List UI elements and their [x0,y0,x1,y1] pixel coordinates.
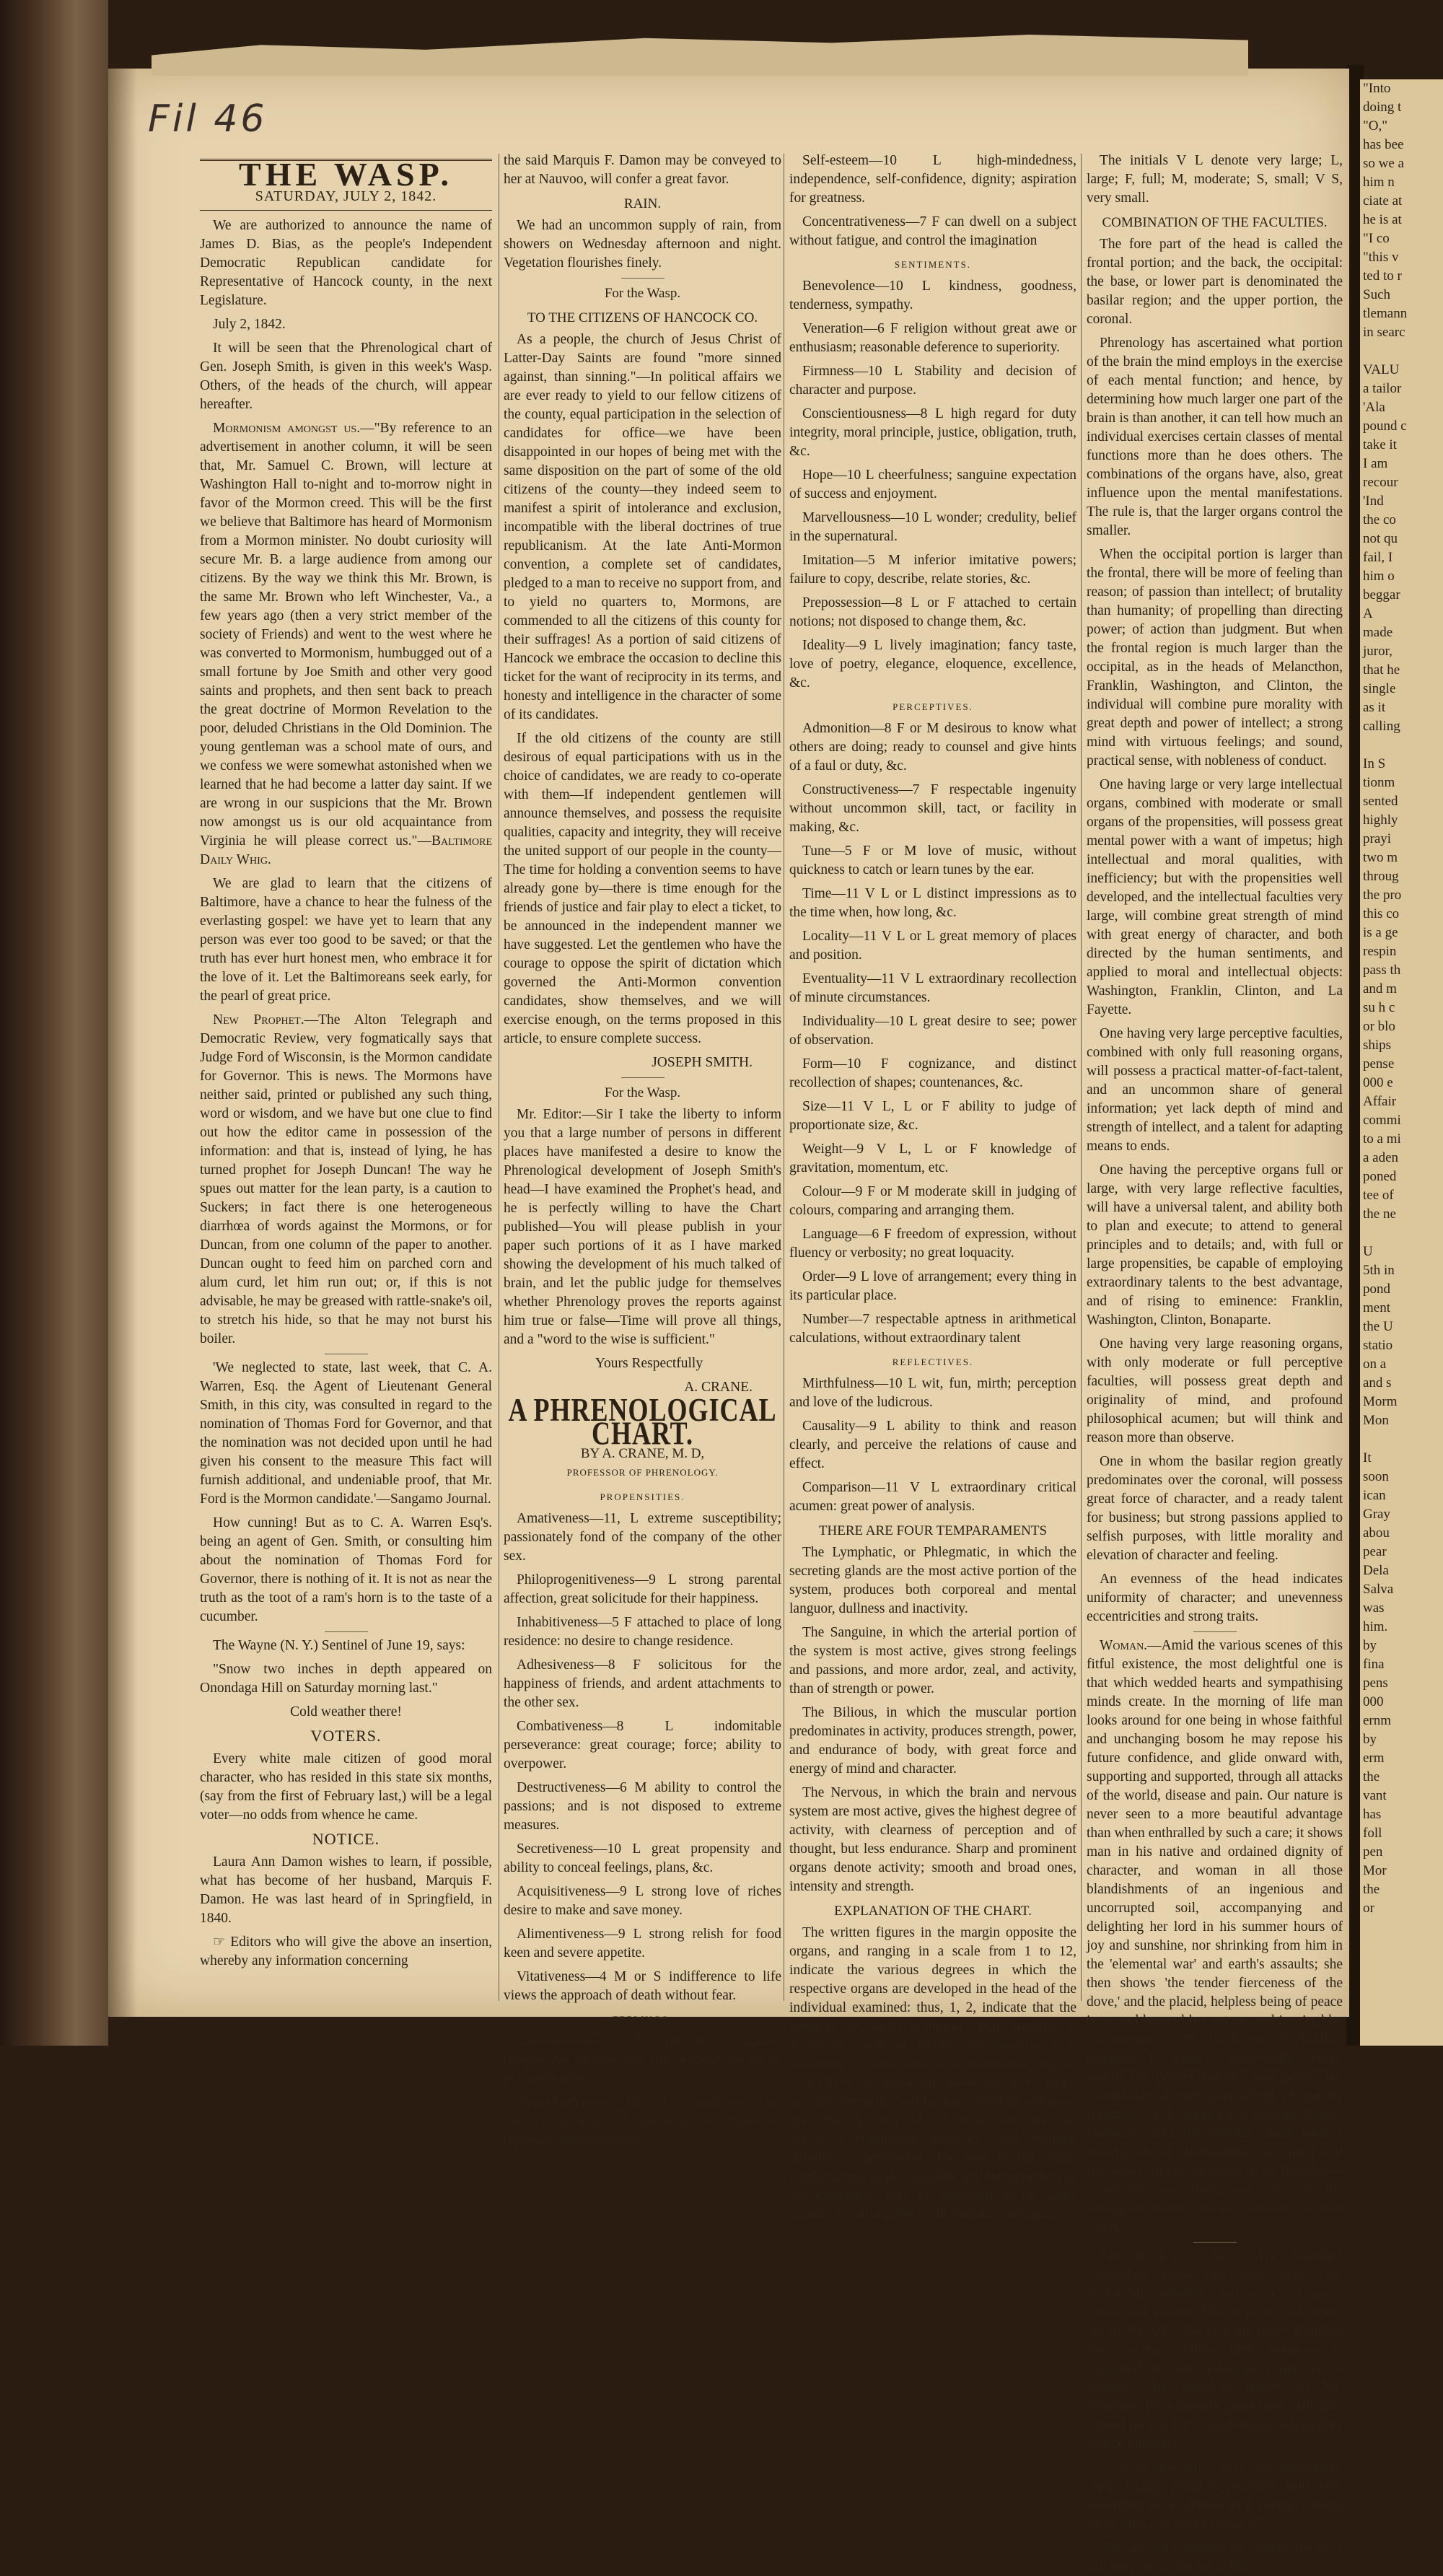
continued-text: the said Marquis F. Damon may be conveyed to her at Nauvoo, will confer a great favor. [504,153,781,187]
notice-heading: NOTICE. [312,1830,380,1848]
faculty-entry: Time—11 V L or L distinct impressions as to the time when, how long, &c. [789,886,1076,920]
article-russian-clergy [1087,2247,1343,2453]
paragraph: The Wayne (N. Y.) Sentinel of June 19, says: [213,1638,465,1653]
faculty-entry: Tune—5 F or M love of music, without quickness to catch or learn tunes by the ear. [789,844,1076,877]
article-body: —Amid the various scenes of this fitful existence, the most delightful one is that which wedded hearts and sympathising minds create. In the morning of life man looks around for one being in whose faithful and unchanging bosom he may repose his future confidence, and glide onward with, supporting and supported, through all attacks of the world, disease and pain. Our nature is never seen to a more beautiful advantage than when enthralled by such a care; it shows man in his native and ordained dignity of character, and woman in all those blandishments of an ingenious and uncorrupted soil, accompanying and delighting her lord in his summer hours of joy and sunshine, nor shrinking from him in the 'elemental war' and earth's assaults; she then shows 'the tender fierceness of the dove,' and the placid, helpless being of peace is nerved beyond her nature, and inspired by circumstance, with the feeling of Apollo's priestess. In women, confessedly, nature asserts her greater nobility and power; the disposition of men may admit of greater constancy of decision, but it is to the female character alone to embody itself with a feeling almost supernatural—to spurn and rise above all circumstance in the decision—to attempt every thing, and evince, by the daring, the beauty, and the valuation of such effort. [1087,1638,1343,2235]
signature: JOSEPH SMITH. [652,1055,753,1070]
rain-heading: RAIN. [623,196,662,211]
faculty-entry: Number—7 respectable aptness in arithmetical calculations, without extraordinary talent [789,1312,1076,1346]
separator [621,1077,665,1078]
section-heading: SENTIMENTS. [894,259,972,270]
masthead: THE WASP. [200,159,492,184]
paragraph: The initials V L denote very large; L, large; F, full; M, moderate; S, small; V S, very small. [1087,153,1343,206]
faculty-entry: Form—10 F cognizance, and distinct recollection of shapes; countenances, &c. [789,1056,1076,1090]
handwritten-note-text: Fil 46 [148,97,268,141]
separator [621,278,665,279]
article-heading: New Prophet. [213,1012,304,1028]
faculty-entry: Colour—9 F or M moderate skill in judging of colours, comparing and arranging them. [789,1184,1076,1218]
adjacent-page-fragment [1360,79,1443,2046]
faculty-entry: Benevolence—10 L kindness, goodness, tenderness, sympathy. [789,279,1076,312]
rain-body: We had an uncommon supply of rain, from showers on Wednesday afternoon and night. Vegetation flourishes finely. [504,218,781,271]
article-heading: Mormonism amongst us. [213,421,361,436]
article-source: Baltimore Daily Whig. [200,833,492,867]
voters-heading: VOTERS. [310,1727,382,1745]
faculty-entry: Firmness—10 L Stability and decision of character and purpose. [789,364,1076,398]
faculty-entry: Philoprogenitiveness—9 L strong parental affection, great solicitude for their happiness. [504,1572,781,1606]
paragraph: Phrenology has ascertained what portion of the brain the mind employs in the exercise of each mental function; and hence, by determining how much larger one part of the brain is than another, it can tell how much an individual exercises certain classes of mental functions more than he does others. The combinations of the organs have, also, great influence upon the mental manifestations. The rule is, that the larger organs control the smaller. [1087,336,1343,538]
article-new-prophet [200,1011,492,1349]
faculty-entry: Concentrativeness—7 F can dwell on a subject without fatigue, and control the imagination [789,214,1076,248]
separator [1193,2242,1237,2243]
faculty-entry: Vitativeness—4 M or S indifference to life views the approach of death without fear. [504,1969,781,2003]
book-binding [0,0,108,2046]
faculty-entry: Adhesiveness—8 F solicitous for the happiness of friends, and ardent attachments to the other sex. [504,1657,781,1710]
combination-heading: COMBINATION OF THE FACULTIES. [1102,215,1328,230]
faculty-entry: Size—11 V L, L or F ability to judge of proportionate size, &c. [789,1099,1076,1133]
spine-shadow [108,69,137,2017]
faculty-entry: Amativeness—11, L extreme susceptibility; passionately fond of the company of the other sex. [504,1511,781,1564]
paragraph: "We are only putting the father (as they call the priest) into the cellar." [1087,2540,1343,2574]
faculty-entry: Individuality—10 L great desire to see; power of observation. [789,1014,1076,1048]
article-heading: The Russian Clergy. [1100,2248,1243,2264]
faculty-entry: Mirthfulness—10 L wit, fun, mirth; perception and love of the ludicrous. [789,1376,1076,1410]
chart-title: A PHRENOLOGICAL CHART. [508,1391,777,1452]
faculty-entry: Causality—9 L ability to think and reason clearly, and perceive the relations of cause and effect. [789,1419,1076,1471]
faculty-entry: Combativeness—8 L indomitable perseverance: great courage; force; ability to overpower. [504,1719,781,1771]
dateline: SATURDAY, JULY 2, 1842. [200,187,492,211]
section-heading: PROPENSITIES. [600,1491,685,1502]
citizens-heading: TO THE CITIZENS OF HANCOCK CO. [527,310,758,325]
for-the-wasp: For the Wasp. [604,1085,681,1100]
professor-title: PROFESSOR OF PHRENOLOGY. [566,1467,719,1478]
paragraph: How cunning! But as to C. A. Warren Esq's. being an agent of Gen. Smith, or consulting him about the nomination of Thomas Ford for Governor, there is nothing of it. It is not as near the truth as the toot of a ram's horn is to the taste of a cucumber. [200,1515,492,1624]
letter: Mr. Editor:—Sir I take the liberty to inform you that a large number of persons in different places have manifested a desire to know the Phrenological development of Joseph Smith's head—I have examined the Prophet's head, and he is perfectly willing to have the Chart published—You will please publish in your paper such portions of it as I have marked showing the development of his much talked of brain, and let the public judge for themselves whether Phrenology proves the reports against him true or false—Time will prove all things, and a "word to the wise is sufficient." [504,1107,781,1347]
column-4 [1087,152,1343,2574]
for-the-wasp: For the Wasp. [604,286,681,301]
paragraph: If the old citizens of the county are still desirous of equal participations with us in the choice of candidates, we are ready to co-operate with them—If independent gentlemen will announce themselves, and possess the requisite qualities, capacity and integrity, they will receive the united support of our people in the county—The time for holding a convention seems to have already gone by—there is time enough for the friends of justice and fair play to elect a ticket, to be announced in the independent manner we have suggested. Let the gentlemen who have the courage to oppose the spirit of dictation which governed the Anti-Mormon convention candidates, show themselves, and we will exercise enough, on the terms proposed in this article, to ensure complete success. [504,731,781,1046]
faculty-entry: Veneration—6 F religion without great awe or enthusiasm; reasonable deference to superiority. [789,321,1076,355]
faculty-entry: Acquisitiveness—9 L strong love of riches desire to make and save money. [504,1884,781,1918]
temperaments-heading: THERE ARE FOUR TEMPARAMENTS [818,1523,1048,1538]
faculty-entry: Comparison—11 V L extraordinary critical acumen: great power of analysis. [789,1480,1076,1514]
paragraph: Cold weather there! [290,1704,402,1719]
faculty-entry: Weight—9 V L, L or F knowledge of gravitation, momentum, etc. [789,1142,1076,1175]
paragraph: "Passing one day," says that gentleman, "near a large group of peasants, who were assembled in the middle of a village, I asked them what was going forward." [1087,2460,1343,2531]
adjacent-page-text: "Into doing t "O," has bee so we a him n ciate at he is at "I co "this v ted to r Such tlemann in searc VALU a tailor 'Ala pound c take it I am recour 'Ind the co not qu fail, I him o beggar A made juror, that he single as it calling In S tionm sented highly prayi two m throug the pro this co is a ge respin pass th and m su h c or blo ships pense 000 e Affair commi to a mi a aden poned tee of the ne U 5th in pond ment the U statio on a and s Morm Mon It soon ican Gray abou pear Dela Salva was him. by fina pens 000 ernm by erm the vant has foll pen Mor the or [1363,81,1408,1916]
faculty-entry: Inhabitiveness—5 F attached to place of long residence: no desire to change residence. [504,1615,781,1649]
faculty-entry: Conscientiousness—8 L high regard for duty integrity, moral principle, justice, obligation, truth, &c. [789,406,1076,459]
notice-body: Laura Ann Damon wishes to learn, if possible, what has become of her husband, Marquis F. Damon. He was last heard of in Springfield, in 1840. [200,1854,492,1926]
paragraph: One having large or very large intellectual organs, combined with moderate or small organs of the propensities, will possess great mental power with a want of impetus; high intellectual and moral qualities, with inefficiency; but with the propensities well developed, and the intellectual faculties very large, will combine great strength of mind with great energy of character, and both directed by the human sentiments, and applied to moral and intellectual objects: Washington, Franklin, Clinton, and La Fayette. [1087,777,1343,1017]
section-heading: PERCEPTIVES. [892,701,973,712]
signature: A. CRANE. [684,1380,753,1395]
paragraph: When the occipital portion is larger than the frontal, there will be more of feeling than reason; of passion than intellect; of brutality than humanity; of propelling than directing power; of action than judgment. But when the frontal region is much larger than the occipital, as in the heads of Melancthon, Franklin, Washington, and Clinton, the individual will combine pure morality with great depth and power of intellect; a strong mind with virtuous feelings; and sound, practical sense, with nobleness of conduct. [1087,547,1343,768]
paragraph: As a people, the church of Jesus Christ of Latter-Day Saints are found "more sinned against, than sinning."—In political affairs we are ever ready to yield to our fellow citizens of the county, equal participation in the selection of candidates for office—we have been disappointed in our hopes of being met with the same disposition on the part of some of the old citizens of the county—they indeed seem to manifest a spirit of intolerance and exclusion, incompatible with the liberal doctrines of true republicanism. At the late Anti-Mormon convention, a complete set of candidates, pledged to a man to receive no support from, and to yield no quarters to, Mormons, are commended to all the citizens of this county for their suffrages! As a portion of said citizens of Hancock we embrace the occasion to decline this ticket for the want of reciprocity in its terms, and honesty and intelligence in the character of some of its candidates. [504,332,781,722]
byline: BY A. CRANE, M. D, [580,1446,705,1461]
faculty-entry: Approbativeness—10 L ambition for distinction; sense of character; sensibility to reproach; fear of scandal. [504,2095,781,2147]
faculty-entry: Locality—11 V L or L great memory of places and position. [789,929,1076,963]
faculty-entry: Order—9 L love of arrangement; every thing in its particular place. [789,1269,1076,1303]
temperament-entry: The Bilious, in which the muscular portion predominates in activity, produces strength, power, and endurance of body, with great force and energy of mind and character. [789,1705,1076,1777]
section-heading: REFLECTIVES. [892,1357,974,1367]
section-heading: FEELINGS. [613,2014,672,2025]
paragraph: One having very large perceptive faculties, combined with only full reasoning organs, will possess a practical matter-of-fact-talent, and an uncommon share of general information; yet lack depth of mind and strength of intellect, and a talent for adapting means to ends. [1087,1026,1343,1154]
explanation-heading: EXPLANATION OF THE CHART. [834,1903,1032,1919]
chart-notice: It will be seen that the Phrenological chart of Gen. Joseph Smith, is given in this week's Wasp. Others, of the heads of the church, will appear hereafter. [200,341,492,412]
article-woman [1087,1637,1343,2237]
temperament-entry: The Nervous, in which the brain and nervous system are most active, gives the highest degree of activity, with clearness of perception and of thought, but less endurance. Sharp and prominent organs denote activity; smooth and broad ones, intensity and strength. [789,1785,1076,1894]
article-body: —"By reference to an advertisement in another column, it will be seen that, Mr. Samuel C. Brown, will lecture at Washington Hall to-night and to-morrow night in favor of the Mormon creed. This will be the first we believe that Baltimore has heard of Mormonism from a Mormon minister. No doubt curiosity will secure Mr. B. a large audience from among our citizens. By the way we think this Mr. Brown, is the same Mr. Brown who left Winchester, Va., a few years ago (then a very strict member of the society of Friends) and went to the west where he was converted to Mormonism, humbugged out of a small fortune by Joe Smith and other very good saints and prophets, and then sent back to preach the great doctrine of Mormon Revelation to the poor, deluded Christians in the Old Dominion. The young gentleman was a school mate of ours, and we confess we were somewhat astonished when we learned that he had become a latter day saint. If we are wrong in our suspicions that the Mr. Brown now amongst us is our old acquaintance from Virginia he will please correct us."— [200,421,492,849]
column-3 [789,152,1076,2222]
faculty-entry: Cautiousness—7 F provision against prospective dangers and ills, without hesitation or irresolution. [504,2033,781,2086]
article-mormonism [200,419,492,869]
voters-body: Every white male citizen of good moral character, who has resided in this state six months, (say from the first of February last,) will be a legal voter—no odds from whence he came. [200,1751,492,1823]
faculty-entry: Hope—10 L cheerfulness; sanguine expectation of success and enjoyment. [789,468,1076,501]
paragraph: One in whom the basilar region greatly predominates over the coronal, will possess great force of character, and a ready talent for business; but strong passions applied to selfish purposes, with little morality and elevation of character and feeling. [1087,1454,1343,1563]
closing: Yours Respectfully [595,1356,703,1371]
notice-editors: ☞ Editors who will give the above an insertion, whereby any information concerning [200,1935,492,1968]
column-1 [200,152,492,1999]
torn-page-edge [152,7,1248,76]
faculty-entry: Alimentiveness—9 L strong relish for food keen and severe appetite. [504,1927,781,1961]
faculty-entry: Eventuality—11 V L extraordinary recollection of minute circumstances. [789,971,1076,1005]
temperament-entry: The Sanguine, in which the arterial portion of the system is most active, gives strong feelings and passions, and more ardor, zeal, and activity, than of strength or power. [789,1625,1076,1696]
temperament-entry: The Lymphatic, or Phlegmatic, in which the secreting glands are the most active portion of the system, produces both corporeal and mental languor, dullness and inactivity. [789,1545,1076,1616]
faculty-entry: Self-esteem—10 L high-mindedness, independence, self-confidence, dignity; aspiration for greatness. [789,153,1076,206]
faculty-entry: Prepossession—8 L or F attached to certain notions; not disposed to change them, &c. [789,595,1076,629]
article-body: —The Russians themselves allow that their clergy are deplorably ignorant, and in many cases coarse and vicious. This is pretty well borne out by the fact, that they are never admitted into society, unless their presence is requested at some religious ceremony or festival. The anecdote related to Mr. Venables, by a Russian gentleman, will give a good idea of the degradation to which they reduce themselves. [1087,2248,1343,2451]
faculty-entry: Language—6 F freedom of expression, without fluency or verbosity; no great loquacity. [789,1227,1076,1261]
quoted-paragraph: "Snow two inches in depth appeared on Onondaga Hill on Saturday morning last." [200,1662,492,1696]
column-rule [1081,154,1082,2001]
quoted-paragraph: 'We neglected to state, last week, that C. A. Warren, Esq. the Agent of Lieutenant General Smith, in this city, was consulted in regard to the nomination of Thomas Ford for Governor, and that the nomination was not decided upon until he had given his consent to the measure This fact will furnish additional, and undeniable proof, that Mr. Ford is the Mormon candidate.'—Sangamo Journal. [200,1360,492,1507]
faculty-entry: Admonition—8 F or M desirous to know what others are doing; ready to counsel and give hints of a faul or duty, &c. [789,721,1076,774]
faculty-entry: Imitation—5 M inferior imitative powers; failure to copy, describe, relate stories, &c. [789,553,1076,587]
article-heading: Woman. [1100,1638,1148,1653]
paragraph: One having very large reasoning organs, with only moderate or full perceptive faculties, will possess great depth and originality of mind, and profound philosophical acumen; but will think and reason more than observe. [1087,1336,1343,1445]
separator [1193,1631,1237,1632]
announcement: We are authorized to announce the name of James D. Bias, as the people's Independent Democratic Republican candidate for Representative of Hancock county, in the next Legislature. [200,218,492,308]
separator [325,1631,368,1632]
faculty-entry: Constructiveness—7 F respectable ingenuity without uncommon skill, tact, or facility in making, &c. [789,782,1076,835]
paragraph: We are glad to learn that the citizens of Baltimore, have a chance to hear the fulness of the everlasting gospel: we have yet to learn that any person was ever too good to be saved; or that the truth has ever hurt honest men, who embrace it for the love of it. Let the Baltimoreans seek early, for the pearl of great price. [200,876,492,1004]
paragraph: The fore part of the head is called the frontal portion; and the back, the occipital: the base, or lower part is denominated the basilar region; and the upper portion, the coronal. [1087,237,1343,327]
faculty-entry: Ideality—9 L lively imagination; fancy taste, love of poetry, elegance, eloquence, excellence, &c. [789,638,1076,691]
faculty-entry: Secretiveness—10 L great propensity and ability to conceal feelings, plans, &c. [504,1841,781,1875]
column-2 [504,152,781,2147]
announcement-date: July 2, 1842. [213,317,286,332]
article-body: —The Alton Telegraph and Democratic Review, very fogmatically says that Judge Ford of Wisconsin, is the Mormon candidate for Governor. This is news. The Mormons have neither said, printed or published any such thing, word or wisdom, and we have but one clue to find out how the editor came in possession of the information: and that is, instead of lying, he has turned prophet for Joseph Duncan! The way he spues out matter for the lean party, is a caution to Suckers; in fact there is one heterogeneous diarrhœa of words against the Mormons, or for Duncan, from one column of the paper to another. Duncan ought to feed him on parched corn and alum curd, let him run out; or, if this is not advisable, he may be greased with rattle-snake's oil, to stretch his hide, so that he may not burst his boiler. [200,1012,492,1346]
paragraph: One having the perceptive organs full or large, with very large reflective faculties, will have a universal talent, and ability both to plan and execute; to attend to general principles and to details; and, with full or large propensities, be capable of employing extraordinary talents to the best advantage, and of rising to eminence: Franklin, Washington, Clinton, Bonaparte. [1087,1162,1343,1328]
newspaper-page [108,69,1349,2574]
explanation-body: The written figures in the margin opposite the organs, and ranging in a scale from 1 to 12, indicate the various degrees in which the respective organs are developed in the head of the individual examined: thus, 1, 2, indicate that the organ is very small, or almost wholly wanting; 3, 4, means small, or feeble, and inactive; 5, 6 moderate, or active only in a subordinate degree, 7, 8, full or fair, and a little above par; 9, 10, large, or quite energetic, and having a marked influence upon the character; 11, 12, mean very large, or giving a controlling influence, and extreme liability to perversion. The size of the brain, combinations of the faculties, and temperament of the individual, may be indicated in the same manner as the degrees of the faculties or organs. [789,1925,1076,2222]
faculty-entry: Marvellousness—10 L wonder; credulity, belief in the supernatural. [789,510,1076,544]
handwritten-note [148,97,268,141]
paragraph: An evenness of the head indicates uniformity of character; and unevenness eccentricities and strong traits. [1087,1572,1343,1624]
faculty-entry: Destructiveness—6 M ability to control the passions; and is not disposed to extreme measures. [504,1780,781,1833]
